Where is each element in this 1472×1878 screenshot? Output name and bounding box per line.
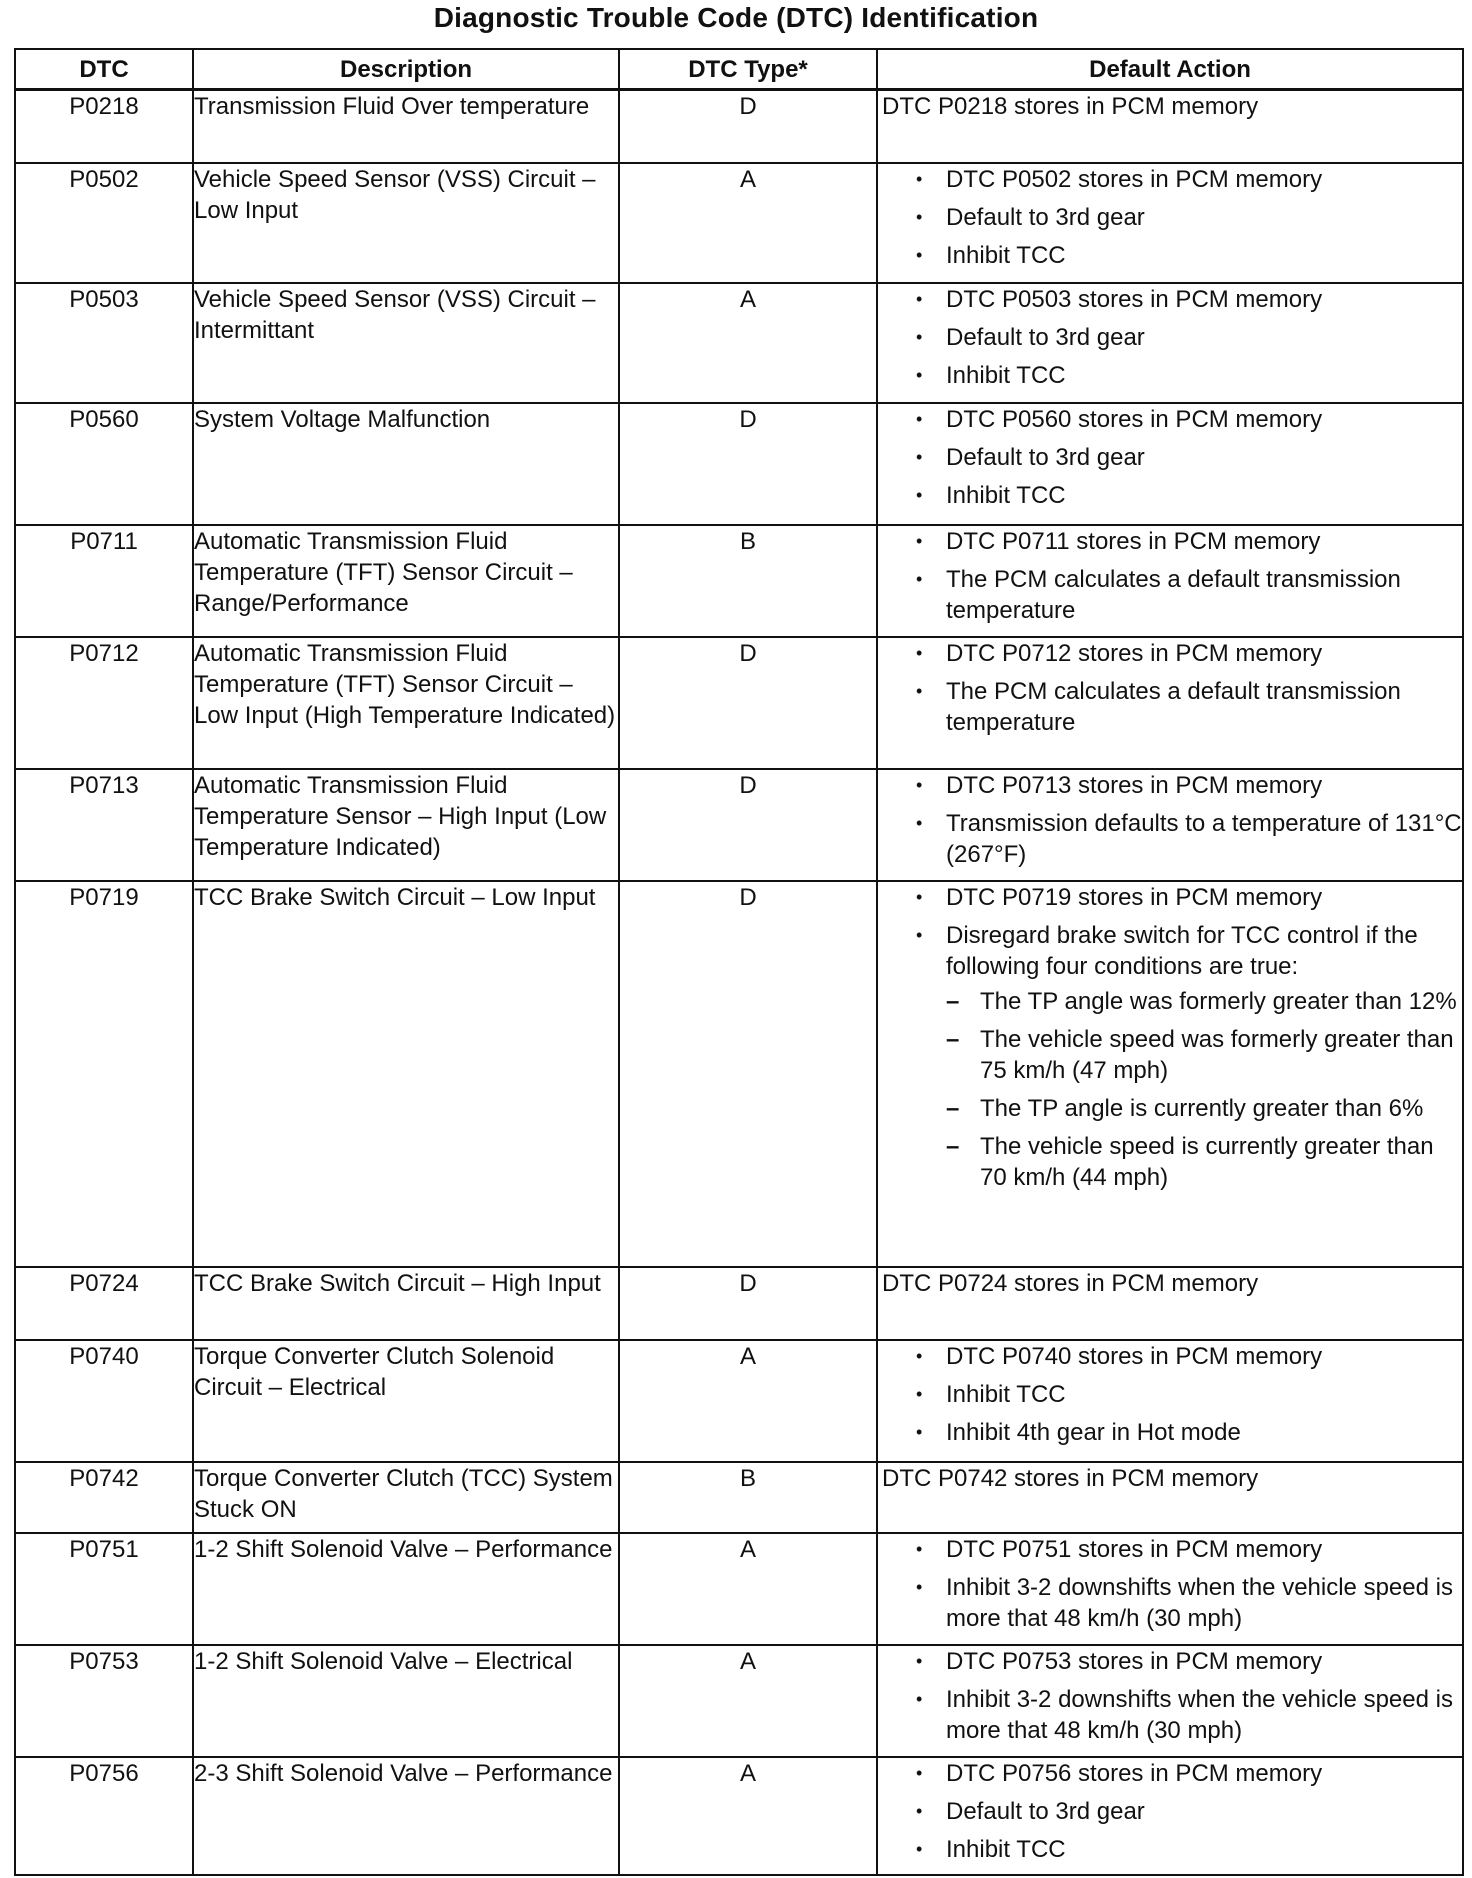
- dtc-description: Automatic Transmission Fluid Temperature (TFT) Sensor Circuit – Low Input (High Temperature Indicated): [193, 637, 619, 769]
- dtc-type: D: [619, 637, 877, 769]
- action-item: • DTC P0560 stores in PCM memory: [946, 404, 1462, 435]
- action-item: • Inhibit TCC: [946, 1379, 1462, 1410]
- action-item: • Inhibit TCC: [946, 240, 1462, 271]
- table-row: [15, 1340, 1463, 1462]
- dtc-type: A: [619, 1757, 877, 1875]
- default-action: [877, 403, 1463, 525]
- dtc-description: Vehicle Speed Sensor (VSS) Circuit – Intermittant: [193, 283, 619, 403]
- dtc-type: D: [619, 90, 877, 163]
- dtc-type: D: [619, 1267, 877, 1340]
- sub-condition: – The TP angle is currently greater than 6%: [980, 1093, 1462, 1124]
- table-row: [15, 525, 1463, 637]
- default-action: [877, 283, 1463, 403]
- action-item: • The PCM calculates a default transmission temperature: [946, 676, 1462, 738]
- action-item: • Default to 3rd gear: [946, 322, 1462, 353]
- default-action: DTC P0218 stores in PCM memory: [877, 90, 1463, 163]
- action-item: • Inhibit 3-2 downshifts when the vehicle speed is more that 48 km/h (30 mph): [946, 1684, 1462, 1746]
- dtc-description: Automatic Transmission Fluid Temperature Sensor – High Input (Low Temperature Indicated): [193, 769, 619, 881]
- dtc-description: TCC Brake Switch Circuit – Low Input: [193, 881, 619, 1267]
- action-item: • DTC P0756 stores in PCM memory: [946, 1758, 1462, 1789]
- default-action: DTC P0742 stores in PCM memory: [877, 1462, 1463, 1533]
- default-action: [877, 1757, 1463, 1875]
- dtc-code: P0756: [15, 1757, 193, 1875]
- header-row: [15, 49, 1463, 90]
- dtc-code: P0740: [15, 1340, 193, 1462]
- default-action: [877, 163, 1463, 283]
- dtc-description: 2-3 Shift Solenoid Valve – Performance: [193, 1757, 619, 1875]
- dtc-code: P0719: [15, 881, 193, 1267]
- dtc-code: P0724: [15, 1267, 193, 1340]
- table-row: [15, 637, 1463, 769]
- dtc-code: P0218: [15, 90, 193, 163]
- default-action: DTC P0724 stores in PCM memory: [877, 1267, 1463, 1340]
- sub-condition: – The vehicle speed was formerly greater than 75 km/h (47 mph): [980, 1024, 1462, 1086]
- dtc-type: A: [619, 283, 877, 403]
- dtc-type: D: [619, 769, 877, 881]
- header-dtc: DTC: [15, 49, 193, 90]
- default-action: [877, 1533, 1463, 1645]
- dtc-code: P0753: [15, 1645, 193, 1757]
- dtc-type: A: [619, 1533, 877, 1645]
- dtc-code: P0560: [15, 403, 193, 525]
- header-default-action: Default Action: [877, 49, 1463, 90]
- dtc-description: Vehicle Speed Sensor (VSS) Circuit – Low Input: [193, 163, 619, 283]
- document-title: Diagnostic Trouble Code (DTC) Identification: [433, 2, 1039, 33]
- table-row: [15, 881, 1463, 1267]
- dtc-type: B: [619, 1462, 877, 1533]
- table-row: [15, 1267, 1463, 1340]
- action-item: • DTC P0713 stores in PCM memory: [946, 770, 1462, 801]
- table-row: [15, 1757, 1463, 1875]
- action-item: • DTC P0751 stores in PCM memory: [946, 1534, 1462, 1565]
- action-item: • Inhibit TCC: [946, 360, 1462, 391]
- action-item: • DTC P0712 stores in PCM memory: [946, 638, 1462, 669]
- action-item: • DTC P0740 stores in PCM memory: [946, 1341, 1462, 1372]
- dtc-type: A: [619, 1645, 877, 1757]
- dtc-type: A: [619, 163, 877, 283]
- action-item: • DTC P0502 stores in PCM memory: [946, 164, 1462, 195]
- dtc-description: 1-2 Shift Solenoid Valve – Performance: [193, 1533, 619, 1645]
- table-row: [15, 1533, 1463, 1645]
- action-item: • DTC P0503 stores in PCM memory: [946, 284, 1462, 315]
- dtc-description: 1-2 Shift Solenoid Valve – Electrical: [193, 1645, 619, 1757]
- table-row: [15, 163, 1463, 283]
- dtc-description: Transmission Fluid Over temperature: [193, 90, 619, 163]
- dtc-type: A: [619, 1340, 877, 1462]
- dtc-description: System Voltage Malfunction: [193, 403, 619, 525]
- action-item: • Transmission defaults to a temperature of 131°C (267°F): [946, 808, 1462, 870]
- table-row: [15, 403, 1463, 525]
- action-item: • Default to 3rd gear: [946, 1796, 1462, 1827]
- sub-condition: – The vehicle speed is currently greater than 70 km/h (44 mph): [980, 1131, 1462, 1193]
- dtc-type: B: [619, 525, 877, 637]
- action-item: • The PCM calculates a default transmission temperature: [946, 564, 1462, 626]
- dtc-description: Automatic Transmission Fluid Temperature (TFT) Sensor Circuit – Range/Performance: [193, 525, 619, 637]
- table-row: [15, 283, 1463, 403]
- default-action: [877, 1645, 1463, 1757]
- dtc-code: P0713: [15, 769, 193, 881]
- default-action: [877, 881, 1463, 1267]
- dtc-code: P0503: [15, 283, 193, 403]
- default-action: [877, 525, 1463, 637]
- default-action: [877, 769, 1463, 881]
- dtc-type: D: [619, 403, 877, 525]
- dtc-type: D: [619, 881, 877, 1267]
- action-item: • Inhibit TCC: [946, 1834, 1462, 1865]
- dtc-description: Torque Converter Clutch Solenoid Circuit – Electrical: [193, 1340, 619, 1462]
- table-row: [15, 1645, 1463, 1757]
- default-action: [877, 637, 1463, 769]
- default-action: [877, 1340, 1463, 1462]
- dtc-code: P0711: [15, 525, 193, 637]
- action-item: • Inhibit 4th gear in Hot mode: [946, 1417, 1462, 1448]
- table-row: [15, 769, 1463, 881]
- dtc-code: P0751: [15, 1533, 193, 1645]
- action-item: • Inhibit TCC: [946, 480, 1462, 511]
- action-item: [946, 920, 1462, 1193]
- dtc-code: P0502: [15, 163, 193, 283]
- dtc-description: Torque Converter Clutch (TCC) System Stuck ON: [193, 1462, 619, 1533]
- action-item: • DTC P0719 stores in PCM memory: [946, 882, 1462, 913]
- action-item-text: Disregard brake switch for TCC control if the following four conditions are true:: [946, 921, 1418, 980]
- action-item: • DTC P0753 stores in PCM memory: [946, 1646, 1462, 1677]
- action-item: • Inhibit 3-2 downshifts when the vehicle speed is more that 48 km/h (30 mph): [946, 1572, 1462, 1634]
- dtc-code: P0742: [15, 1462, 193, 1533]
- dtc-code: P0712: [15, 637, 193, 769]
- table-row: [15, 1462, 1463, 1533]
- action-item: • DTC P0711 stores in PCM memory: [946, 526, 1462, 557]
- table-row: [15, 90, 1463, 163]
- header-description: Description: [193, 49, 619, 90]
- sub-condition: – The TP angle was formerly greater than 12%: [980, 986, 1462, 1017]
- dtc-table: [14, 48, 1464, 1876]
- dtc-description: TCC Brake Switch Circuit – High Input: [193, 1267, 619, 1340]
- action-item: • Default to 3rd gear: [946, 202, 1462, 233]
- action-item: • Default to 3rd gear: [946, 442, 1462, 473]
- header-dtc-type: DTC Type*: [619, 49, 877, 90]
